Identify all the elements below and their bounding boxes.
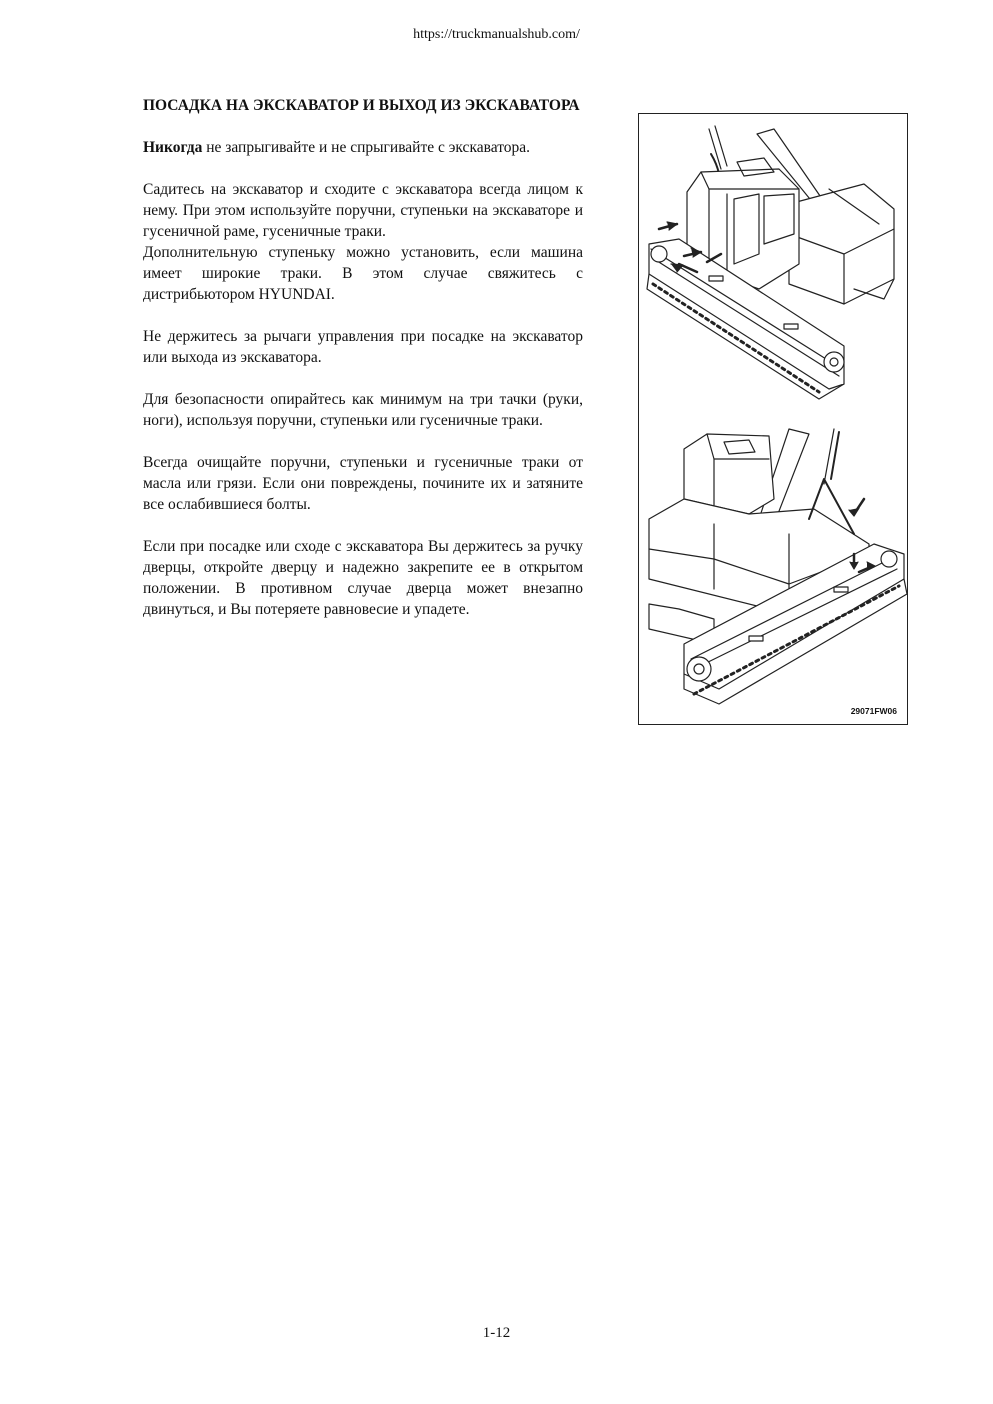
main-text-column (143, 95, 583, 641)
header-url: https://truckmanualshub.com/ (413, 27, 580, 42)
paragraph-face-machine: Садитесь на экскаватор и сходите с экскаватора всегда лицом к нему. При этом используйте поручни, ступеньки на экскаваторе и гусеничной раме, гусеничные траки. (143, 181, 583, 240)
excavator-drawings (639, 114, 909, 726)
paragraph-door-handle: Если при посадке или сходе с экскаватора Вы держитесь за ручку дверцы, откройте дверцу и надежно закрепите ее в открытом положении. В противном случае дверца может внезапно двинуться, и Вы потеряете равновесие и упадете. (143, 538, 583, 618)
paragraph-never-jump (143, 137, 583, 158)
figure-code: 29071FW06 (850, 706, 897, 716)
paragraph-extra-step: Дополнительную ступеньку можно установить, если машина имеет широкие траки. В этом случае свяжитесь с дистрибьютором HYUNDAI. (143, 244, 583, 303)
excavator-bottom-view (649, 429, 907, 704)
paragraph-three-points: Для безопасности опирайтесь как минимум на три тачки (руки, ноги), используя поручни, ступеньки или гусеничные траки. (143, 391, 583, 429)
section-title: ПОСАДКА НА ЭКСКАВАТОР И ВЫХОД ИЗ ЭКСКАВАТОРА (143, 97, 580, 114)
paragraph-clean-handrails: Всегда очищайте поручни, ступеньки и гусеничные траки от масла или грязи. Если они повреждены, почините их и затяните все ослабившиеся болты. (143, 454, 583, 513)
page-number: 1-12 (482, 1325, 511, 1341)
excavator-illustration (638, 113, 908, 725)
paragraph-never-jump-text: не запрыгивайте и не спрыгивайте с экскаватора. (202, 139, 531, 156)
emphasis-never: Никогда (143, 139, 203, 156)
excavator-top-view (647, 126, 894, 399)
paragraph-no-levers: Не держитесь за рычаги управления при посадке на экскаватор или выхода из экскаватора. (143, 328, 583, 366)
